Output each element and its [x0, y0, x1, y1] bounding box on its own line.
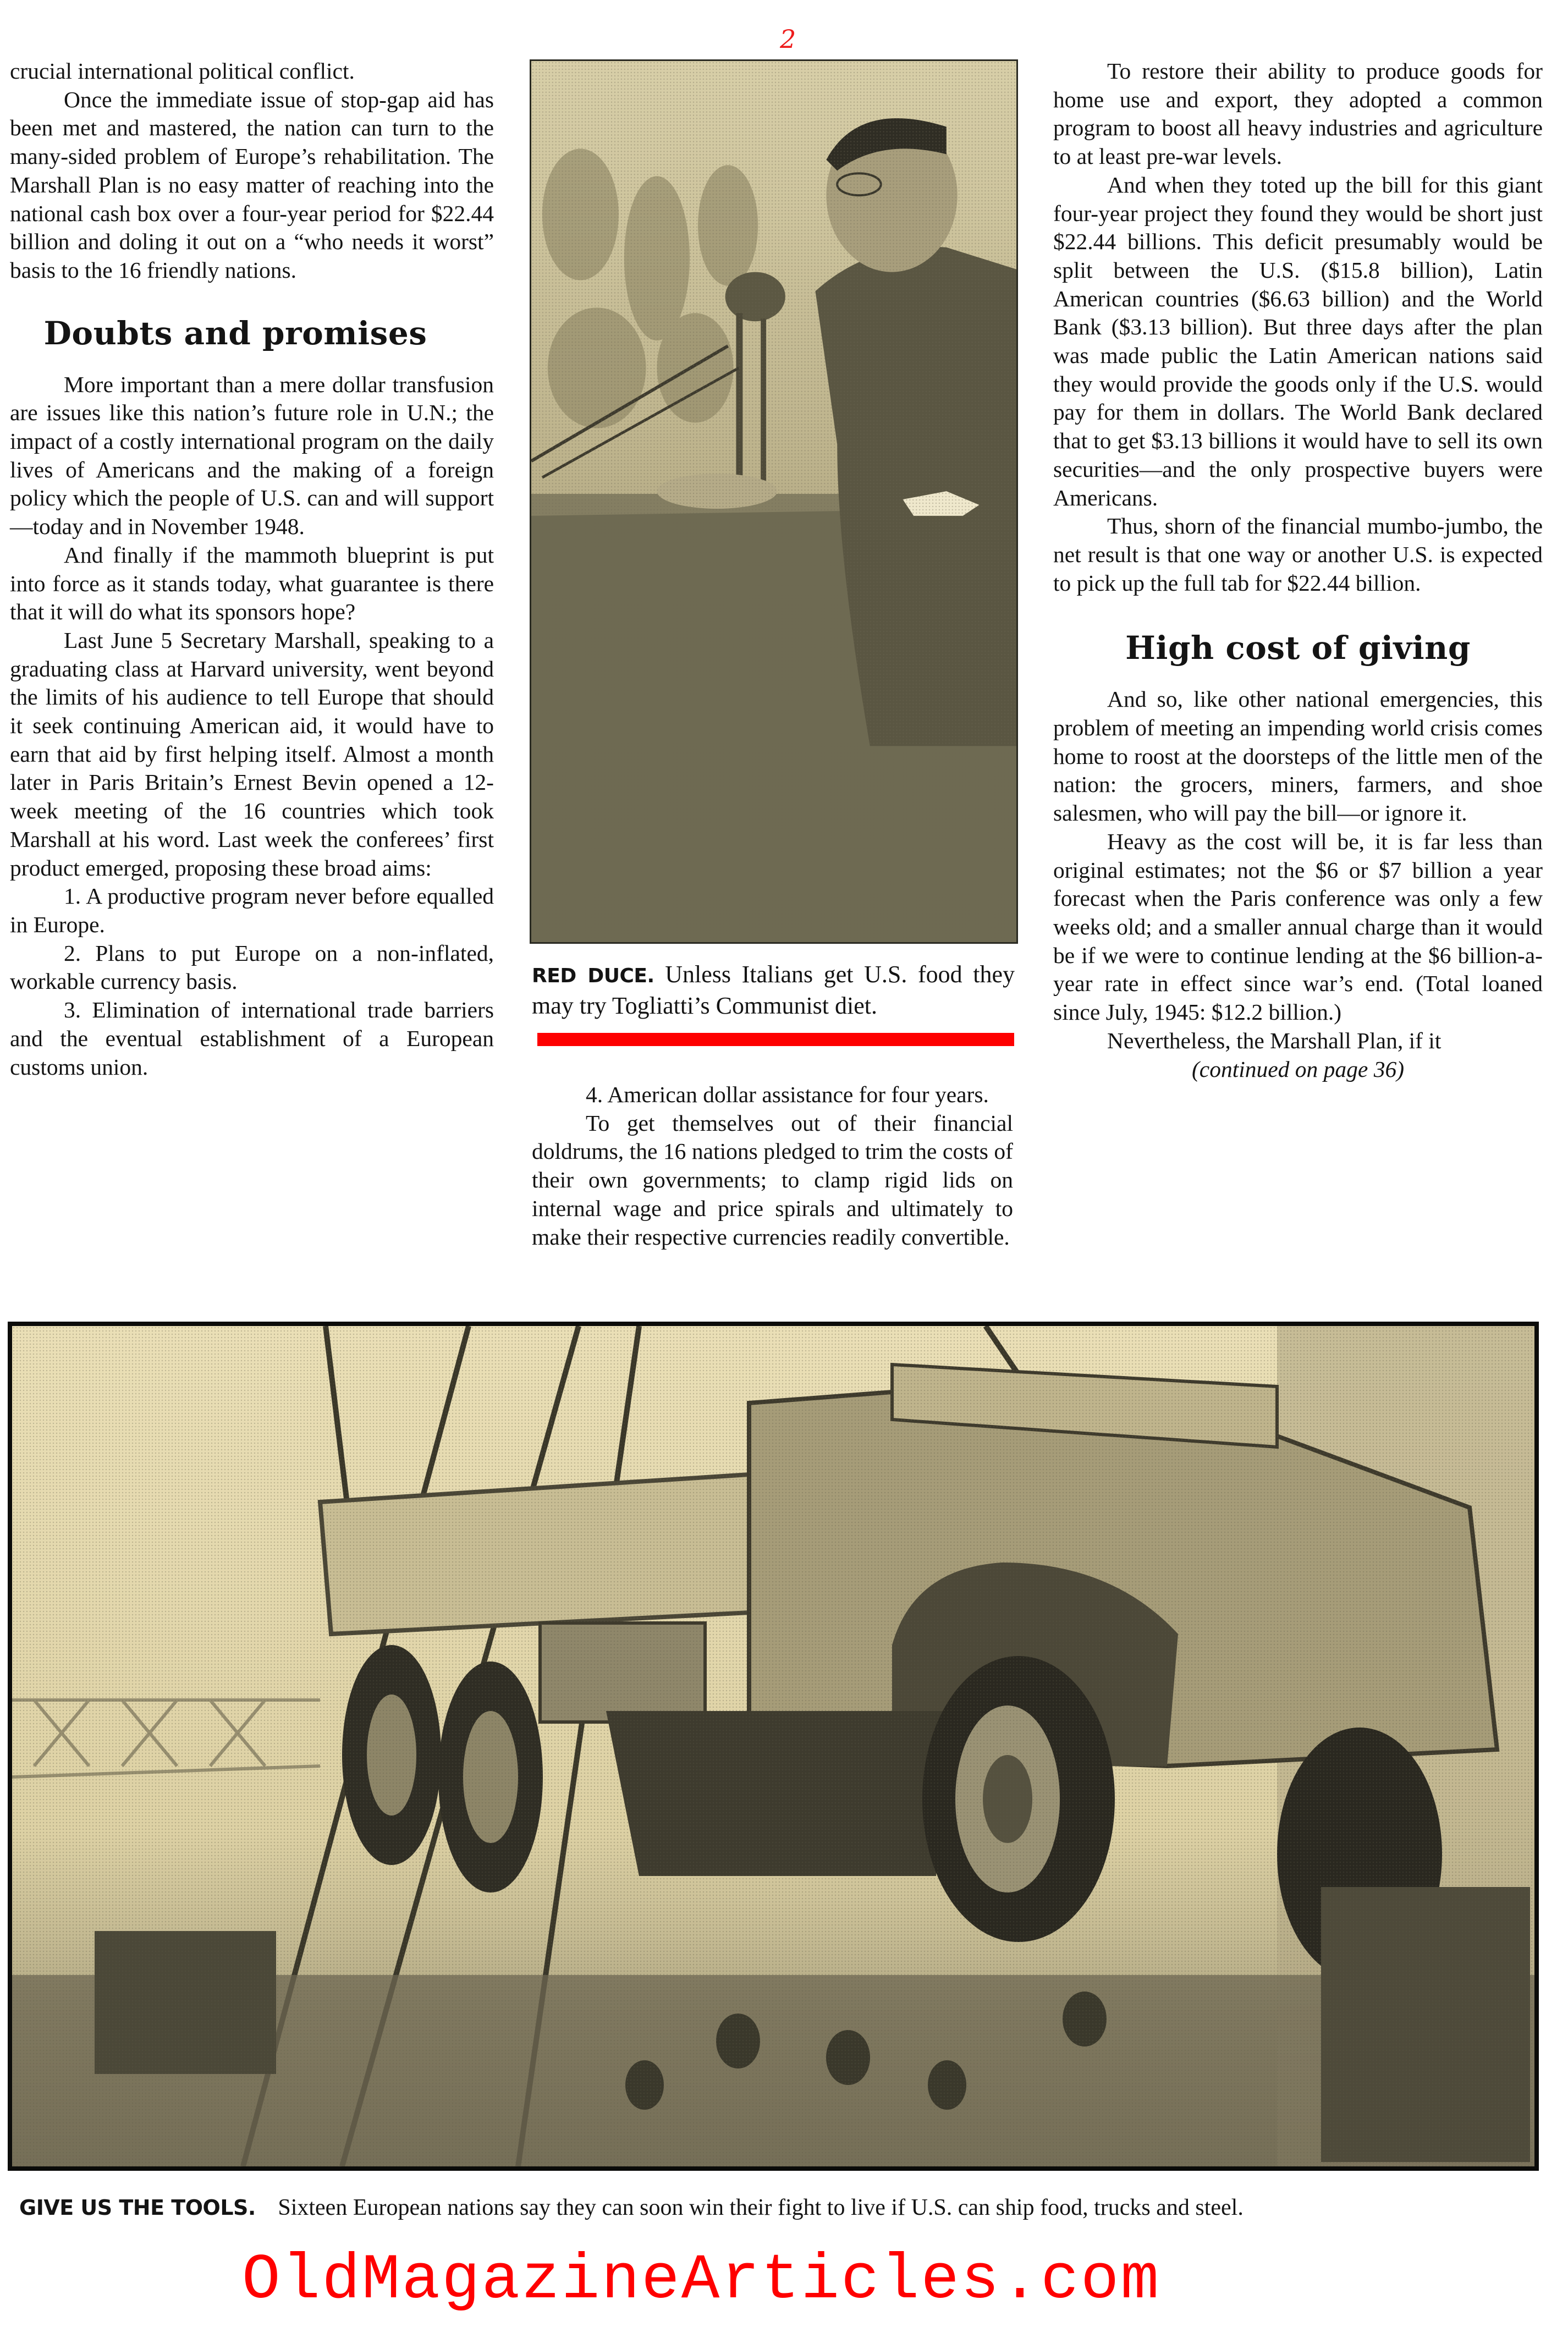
- paragraph: Last June 5 Secretary Marshall, speaking to a graduating class at Harvard university, went beyond the limits of his audience to tell Europe that should it seek continuing American aid, it would have to earn that aid by first helping itself. Almost a month later in Paris Britain’s Ernest Bevin opened a 12-week meeting of the 16 countries which took Marshall at his word. Last week the conferees’ first product emerged, proposing these broad aims:: [10, 627, 494, 881]
- site-watermark[interactable]: OldMagazineArticles.com: [242, 2244, 1161, 2317]
- left-column: [10, 57, 494, 1081]
- list-item-aim-4: 4. American dollar assistance for four years.: [586, 1082, 989, 1107]
- section-heading-doubts-and-promises: Doubts and promises: [43, 314, 427, 352]
- paragraph: And when they toted up the bill for this giant four-year project they found they would be short just $22.44 billions. This deficit presumably would be split between the U.S. ($15.8 billion), Latin American countries ($6.63 billion) and the World Bank ($3.13 billion). But three days after the plan was made public the Latin American nations said they would provide the goods only if the U.S. would pay for them in dollars. The World Bank declared that to get $3.13 billions it would have to sell its own securities—and the only prospective buyers were Americans.: [1053, 172, 1543, 510]
- continued-on-page-link[interactable]: (continued on page 36): [1191, 1056, 1405, 1082]
- caption-text: Sixteen European nations say they can soon win their fight to live if U.S. can ship food, trucks and steel.: [278, 2195, 1244, 2220]
- list-item-aim-2: 2. Plans to put Europe on a non-inflated, workable currency basis.: [10, 940, 494, 994]
- paragraph: To restore their ability to produce goods for home use and export, they adopted a common program to boost all heavy industries and agriculture to at least pre-war levels.: [1053, 58, 1543, 169]
- speaker-photo-caption: [532, 960, 1015, 1021]
- red-divider-rule: [537, 1033, 1014, 1046]
- paragraph: More important than a mere dollar transfusion are issues like this nation’s future role in U.N.; the impact of a costly international program on the daily lives of Americans and the making of a foreign policy which the people of U.S. can and will support—today and in November 1948.: [10, 371, 494, 540]
- paragraph: crucial international political conflict.: [10, 58, 355, 84]
- truck-photo-illustration: [12, 1326, 1534, 2166]
- paragraph: And so, like other national emergencies, this problem of meeting an impending world crisis comes home to roost at the doorsteps of the little men of the nation: the grocers, miners, farmers, and shoe salesmen, who will pay the bill—or ignore it.: [1053, 686, 1543, 826]
- paragraph: Thus, shorn of the financial mumbo-jumbo, the net result is that one way or another U.S. is expected to pick up the full tab for $22.44 billion.: [1053, 513, 1543, 596]
- truck-photo-caption: [19, 2193, 1554, 2222]
- list-item-aim-3: 3. Elimination of international trade barriers and the eventual establishment of a European customs union.: [10, 997, 494, 1080]
- paragraph: Heavy as the cost will be, it is far less than original estimates; not the $6 or $7 billion a year forecast when the Paris conference was only a few weeks old; and a smaller annual charge than it would be if we were to continue lending at the $6 billion-a-year rate in effect since war’s end. (Total loaned since July, 1945: $12.2 billion.): [1053, 828, 1543, 1025]
- paragraph: Once the immediate issue of stop-gap aid has been met and mastered, the nation can turn to the many-sided problem of Europe’s rehabilitation. The Marshall Plan is no easy matter of reaching into the national cash box over a four-year period for $22.44 billion and doling it out on a “who needs it worst” basis to the 16 friendly nations.: [10, 86, 494, 283]
- page-number: 2: [780, 24, 796, 54]
- right-column: [1053, 57, 1543, 1083]
- caption-lead: GIVE US THE TOOLS.: [19, 2196, 256, 2220]
- paragraph: And finally if the mammoth blueprint is put into force as it stands today, what guarantee is there that it will do what its sponsors hope?: [10, 542, 494, 625]
- list-item-aim-1: 1. A productive program never before equalled in Europe.: [10, 883, 494, 937]
- paragraph: Nevertheless, the Marshall Plan, if it: [1107, 1027, 1442, 1053]
- speaker-photo-illustration: [531, 61, 1016, 942]
- middle-column: [532, 1081, 1013, 1251]
- caption-lead: RED DUCE.: [532, 965, 654, 987]
- section-heading-high-cost-of-giving: High cost of giving: [1125, 629, 1471, 667]
- truck-photo: [8, 1322, 1539, 2171]
- speaker-photo: [530, 59, 1018, 944]
- paragraph: To get themselves out of their financial doldrums, the 16 nations pledged to trim the costs of their own governments; to clamp rigid lids on internal wage and price spirals and ultimately to make their respective currencies readily convertible.: [532, 1110, 1013, 1250]
- caption-text: Unless Italians get U.S. food they may try Togliatti’s Communist diet.: [532, 961, 1015, 1019]
